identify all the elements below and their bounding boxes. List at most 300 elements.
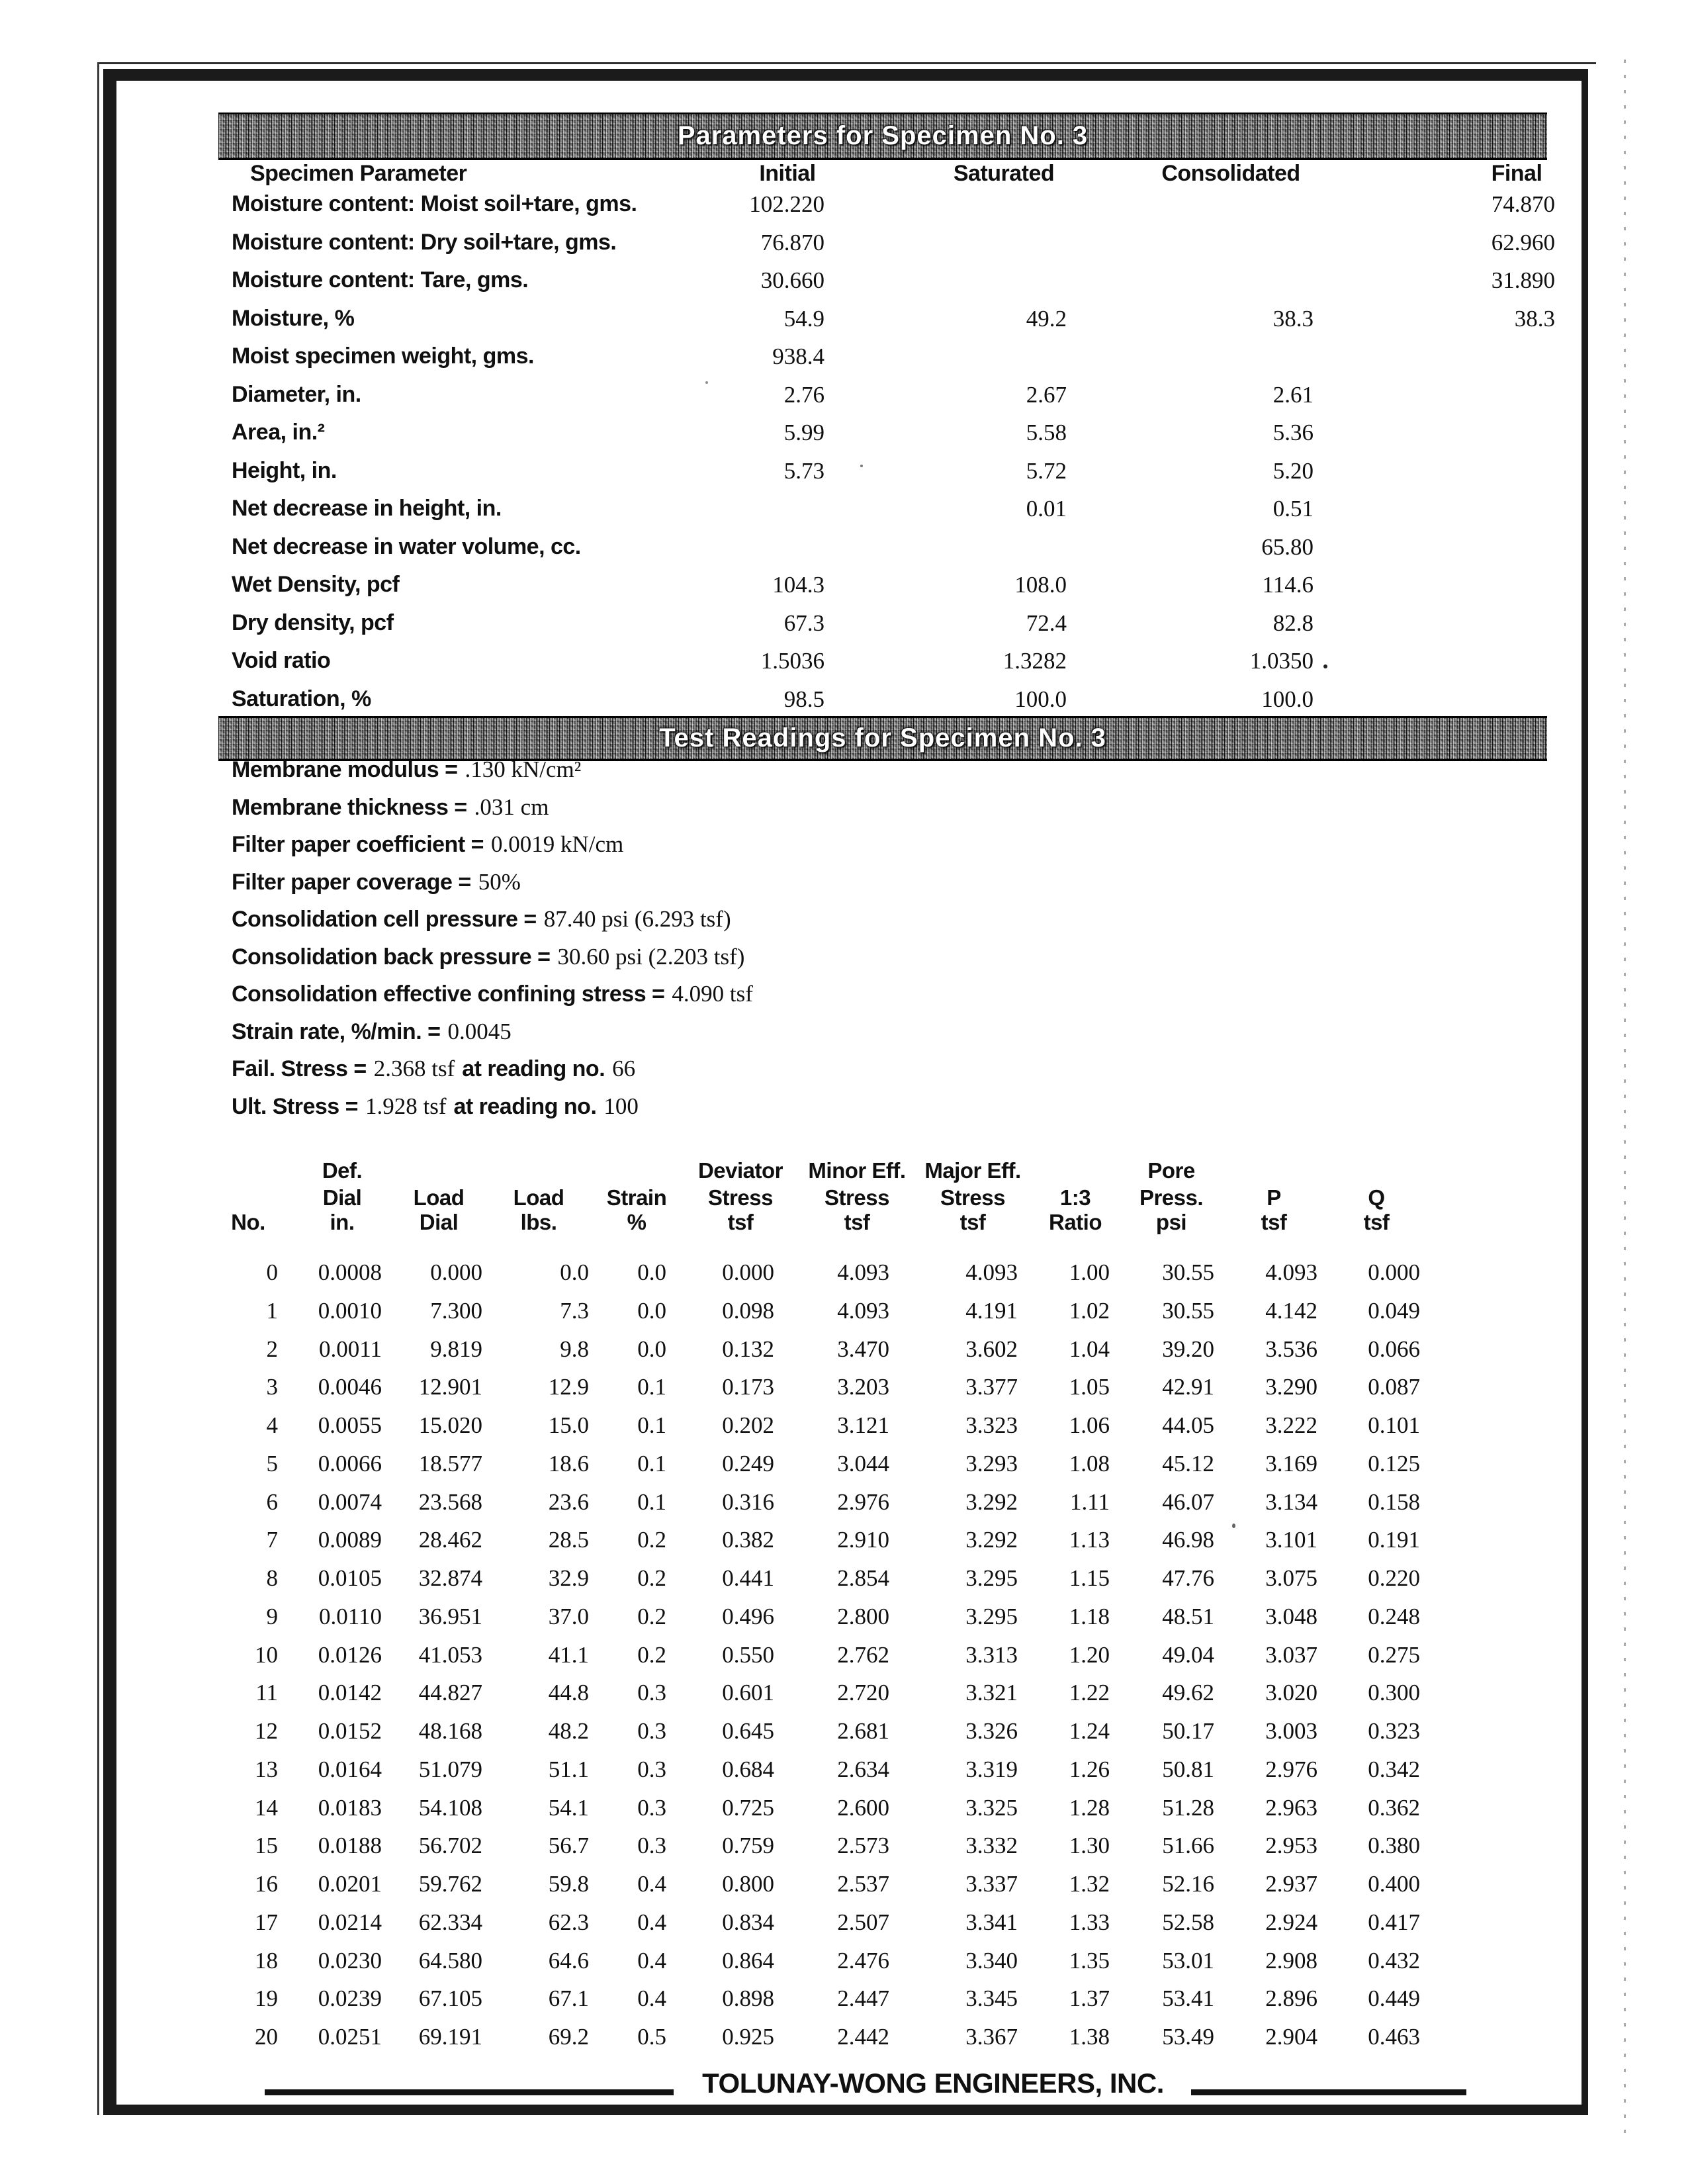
reading-cell: 44.827 [418,1680,482,1706]
parameter-cell: 31.890 [1491,267,1555,293]
reading-cell: 3.367 [965,2024,1018,2050]
reading-cell: 3.020 [1265,1680,1317,1706]
reading-cell: 9.8 [560,1336,589,1362]
parameter-cell: 108.0 [1014,572,1067,598]
reading-cell: 28.5 [548,1527,589,1553]
reading-cell: 0.864 [722,1947,774,1974]
parameters-column-header: Final [1491,161,1542,186]
parameter-cell: 74.870 [1491,191,1555,217]
readings-column-header: psi [1155,1210,1187,1234]
reading-cell: 59.762 [418,1871,482,1897]
reading-cell: 0.4 [637,1947,666,1974]
scan-artifact-speck [705,381,708,384]
reading-cell: 14 [255,1794,278,1821]
reading-cell: 2.634 [837,1756,889,1782]
parameter-cell: Area, in.² [232,420,325,445]
reading-cell: 46.98 [1162,1527,1214,1553]
parameter-cell: Moist specimen weight, gms. [232,343,534,369]
readings-column-header: tsf [1363,1210,1390,1234]
table-row [0,1597,1694,1635]
reading-cell: 2 [266,1336,278,1362]
reading-cell: 1 [266,1297,278,1324]
table-row [0,681,1694,719]
info-line-membrane-thickness [232,794,1489,832]
reading-cell: 3.293 [965,1450,1018,1477]
reading-cell: 4.191 [965,1297,1018,1324]
parameter-cell: 49.2 [1026,305,1067,332]
table-row [0,1406,1694,1444]
table-row [0,1367,1694,1406]
table-row [0,1788,1694,1827]
reading-cell: 30.55 [1162,1259,1214,1285]
reading-cell: 47.76 [1162,1565,1214,1591]
reading-cell: 0.0201 [318,1871,382,1897]
reading-cell: 3.203 [837,1374,889,1400]
reading-cell: 3.602 [965,1336,1018,1362]
reading-cell: 2.910 [837,1527,889,1553]
readings-column-header: tsf [1261,1210,1287,1234]
readings-column-header: No. [231,1210,265,1234]
reading-cell: 32.9 [548,1565,589,1591]
reading-cell: 3.290 [1265,1374,1317,1400]
reading-cell: 3.037 [1265,1641,1317,1668]
table-row [0,224,1694,263]
reading-cell: 2.924 [1265,1909,1317,1935]
parameter-cell: 54.9 [783,305,825,332]
reading-cell: 44.05 [1162,1412,1214,1438]
reading-cell: 6 [266,1488,278,1515]
reading-cell: 19 [255,1985,278,2012]
info-value: 4.090 tsf [672,981,753,1007]
parameter-cell: Net decrease in height, in. [232,496,502,521]
reading-cell: 3.321 [965,1680,1018,1706]
reading-cell: 49.04 [1162,1641,1214,1668]
readings-column-header: in. [330,1210,355,1234]
reading-cell: 51.079 [418,1756,482,1782]
info-line-filter-coverage [232,869,1489,907]
reading-cell: 0.834 [722,1909,774,1935]
reading-cell: 0.049 [1368,1297,1420,1324]
reading-cell: 44.8 [548,1680,589,1706]
reading-cell: 0.132 [722,1336,774,1362]
reading-cell: 0.3 [637,1794,666,1821]
info-label: Filter paper coverage = [232,869,471,895]
reading-cell: 2.976 [1265,1756,1317,1782]
parameter-cell: 72.4 [1026,610,1067,636]
reading-cell: 2.681 [837,1718,889,1744]
table-row [0,1253,1694,1291]
table-row [0,1635,1694,1674]
reading-cell: 0.0105 [318,1565,382,1591]
reading-cell: 53.49 [1162,2024,1214,2050]
table-row [0,377,1694,415]
readings-column-header: % [627,1210,646,1234]
reading-cell: 3.337 [965,1871,1018,1897]
reading-cell: 0.0 [637,1259,666,1285]
parameter-cell: Diameter, in. [232,381,361,407]
parameter-cell: 2.61 [1272,381,1314,408]
reading-cell: 1.26 [1069,1756,1110,1782]
reading-cell: 0.000 [1368,1259,1420,1285]
readings-column-header: Dial [322,1185,362,1210]
reading-cell: 0.0 [560,1259,589,1285]
reading-cell: 4.093 [837,1259,889,1285]
table-row [0,643,1694,681]
reading-cell: 0.0089 [318,1527,382,1553]
parameter-cell: Net decrease in water volume, cc. [232,533,581,559]
company-name: TOLUNAY-WONG ENGINEERS, INC. [702,2068,1164,2099]
parameter-cell: 5.20 [1272,457,1314,484]
reading-cell: 0.0110 [319,1603,382,1629]
reading-cell: 1.04 [1069,1336,1110,1362]
reading-cell: 3.292 [965,1527,1018,1553]
reading-cell: 0.249 [722,1450,774,1477]
parameters-column-header: Initial [759,161,816,186]
reading-cell: 0.432 [1368,1947,1420,1974]
reading-cell: 4.093 [965,1259,1018,1285]
reading-cell: 0.2 [637,1527,666,1553]
reading-cell: 0.0152 [318,1718,382,1744]
readings-column-header: Q [1368,1185,1385,1210]
reading-cell: 2.908 [1265,1947,1317,1974]
reading-cell: 3.536 [1265,1336,1317,1362]
reading-cell: 2.937 [1265,1871,1317,1897]
reading-cell: 0.362 [1368,1794,1420,1821]
table-row [0,1903,1694,1941]
reading-cell: 0.0142 [318,1680,382,1706]
reading-cell: 13 [255,1756,278,1782]
table-row [0,2017,1694,2056]
reading-cell: 0.125 [1368,1450,1420,1477]
reading-cell: 64.6 [548,1947,589,1974]
parameter-cell: 30.660 [760,267,825,293]
table-row [0,262,1694,300]
reading-cell: 0.496 [722,1603,774,1629]
readings-column-header: Minor Eff. [808,1158,906,1183]
reading-cell: 2.800 [837,1603,889,1629]
table-row [0,1520,1694,1559]
reading-cell: 0 [266,1259,278,1285]
reading-cell: 32.874 [418,1565,482,1591]
reading-cell: 0.0126 [318,1641,382,1668]
reading-cell: 5 [266,1450,278,1477]
info-value: 0.0045 [447,1018,512,1044]
reading-cell: 3.003 [1265,1718,1317,1744]
test-info-block [232,756,1489,1130]
reading-cell: 67.105 [418,1985,482,2012]
parameter-cell: 38.3 [1272,305,1314,332]
reading-cell: 0.000 [722,1259,774,1285]
reading-cell: 3.222 [1265,1412,1317,1438]
reading-cell: 3.121 [837,1412,889,1438]
parameter-cell: 82.8 [1272,610,1314,636]
reading-cell: 0.342 [1368,1756,1420,1782]
reading-cell: 3.313 [965,1641,1018,1668]
footer-rule-left [265,2089,674,2095]
readings-column-header: Pore [1147,1158,1195,1183]
readings-column-header: Stress [940,1185,1005,1210]
reading-cell: 0.417 [1368,1909,1420,1935]
info-value: 1.928 tsf [365,1093,447,1119]
info-line-confining-stress [232,981,1489,1019]
reading-cell: 0.463 [1368,2024,1420,2050]
table-row [0,490,1694,529]
parameter-cell: 5.72 [1026,457,1067,484]
reading-cell: 2.720 [837,1680,889,1706]
readings-column-header: Press. [1139,1185,1204,1210]
reading-cell: 1.35 [1069,1947,1110,1974]
reading-cell: 3.075 [1265,1565,1317,1591]
table-row [0,1291,1694,1330]
parameter-cell: 62.960 [1491,229,1555,255]
reading-cell: 3.377 [965,1374,1018,1400]
reading-cell: 0.316 [722,1488,774,1515]
reading-cell: 3.345 [965,1985,1018,2012]
parameters-section-header-band [218,113,1547,160]
table-row [0,1444,1694,1482]
table-row [0,1482,1694,1521]
readings-column-header: P [1267,1185,1281,1210]
reading-cell: 54.108 [418,1794,482,1821]
reading-cell: 3.470 [837,1336,889,1362]
scan-artifact-speck [860,465,863,467]
reading-cell: 2.854 [837,1565,889,1591]
reading-cell: 41.1 [548,1641,589,1668]
readings-column-header: Strain [606,1185,667,1210]
reading-cell: 0.601 [722,1680,774,1706]
table-row [0,605,1694,643]
reading-cell: 0.382 [722,1527,774,1553]
reading-cell: 50.17 [1162,1718,1214,1744]
table-row [0,1941,1694,1979]
reading-cell: 39.20 [1162,1336,1214,1362]
reading-cell: 2.447 [837,1985,889,2012]
reading-cell: 48.51 [1162,1603,1214,1629]
reading-cell: 0.684 [722,1756,774,1782]
reading-cell: 0.0239 [318,1985,382,2012]
reading-cell: 0.441 [722,1565,774,1591]
reading-cell: 56.702 [418,1833,482,1859]
info-label: Consolidation cell pressure = [232,907,537,932]
table-row [0,1330,1694,1368]
reading-cell: 12 [255,1718,278,1744]
reading-cell: 23.6 [548,1488,589,1515]
readings-column-header: Major Eff. [924,1158,1021,1183]
reading-cell: 20 [255,2024,278,2050]
reading-cell: 15.0 [548,1412,589,1438]
reading-cell: 4.093 [837,1297,889,1324]
reading-cell: 0.248 [1368,1603,1420,1629]
reading-cell: 0.0230 [318,1947,382,1974]
info-value: 30.60 psi (2.203 tsf) [557,943,745,970]
info-line-back-pressure [232,944,1489,981]
reading-cell: 4.093 [1265,1259,1317,1285]
reading-cell: 0.173 [722,1374,774,1400]
parameter-cell: 0.01 [1026,496,1067,522]
reading-cell: 1.13 [1069,1527,1110,1553]
parameter-cell: 5.99 [783,420,825,445]
reading-cell: 0.0 [637,1336,666,1362]
reading-cell: 18 [255,1947,278,1974]
info-label: at reading no. [453,1093,597,1119]
reading-cell: 2.476 [837,1947,889,1974]
reading-cell: 1.30 [1069,1833,1110,1859]
reading-cell: 2.537 [837,1871,889,1897]
info-label: Strain rate, %/min. = [232,1019,441,1044]
parameter-cell: Moisture, % [232,305,355,331]
parameter-cell: Moisture content: Dry soil+tare, gms. [232,229,617,255]
readings-header-row-2 [0,1185,1694,1213]
parameter-cell: 2.76 [783,381,825,408]
reading-cell: 0.725 [722,1794,774,1821]
info-label: at reading no. [462,1056,605,1081]
reading-cell: 1.18 [1069,1603,1110,1629]
reading-cell: 18.6 [548,1450,589,1477]
reading-cell: 0.275 [1368,1641,1420,1668]
reading-cell: 46.07 [1162,1488,1214,1515]
reading-cell: 12.901 [418,1374,482,1400]
info-line-ult-stress [232,1093,1489,1131]
table-row [0,529,1694,567]
reading-cell: 3.323 [965,1412,1018,1438]
parameter-cell: Moisture content: Moist soil+tare, gms. [232,191,637,216]
reading-cell: 0.098 [722,1297,774,1324]
reading-cell: 2.507 [837,1909,889,1935]
parameter-cell: Dry density, pcf [232,610,394,635]
info-line-membrane-modulus [232,756,1489,794]
reading-cell: 3 [266,1374,278,1400]
reading-cell: 1.15 [1069,1565,1110,1591]
readings-column-header: 1:3 [1059,1185,1091,1210]
reading-cell: 1.06 [1069,1412,1110,1438]
reading-cell: 1.20 [1069,1641,1110,1668]
readings-column-header: tsf [727,1210,754,1234]
parameters-column-header: Saturated [953,161,1055,186]
readings-column-header: tsf [844,1210,870,1234]
reading-cell: 53.01 [1162,1947,1214,1974]
reading-cell: 4.142 [1265,1297,1317,1324]
parameter-cell: 5.58 [1026,420,1067,445]
scan-artifact-speck [1323,664,1327,668]
reading-cell: 3.048 [1265,1603,1317,1629]
info-value: 66 [612,1056,636,1081]
parameter-cell: 67.3 [783,610,825,636]
reading-cell: 52.16 [1162,1871,1214,1897]
reading-cell: 9.819 [430,1336,482,1362]
parameter-cell: 38.3 [1514,305,1555,332]
reading-cell: 0.1 [637,1450,666,1477]
reading-cell: 0.101 [1368,1412,1420,1438]
reading-cell: 64.580 [418,1947,482,1974]
info-value: 100 [603,1093,639,1119]
reading-cell: 48.2 [548,1718,589,1744]
readings-column-header: Stress [708,1185,773,1210]
readings-column-header: Ratio [1049,1210,1102,1234]
reading-cell: 0.0164 [318,1756,382,1782]
readings-column-header: Deviator [697,1158,783,1183]
reading-cell: 12.9 [548,1374,589,1400]
parameter-cell: 1.3282 [1003,648,1067,674]
reading-cell: 0.191 [1368,1527,1420,1553]
parameter-cell: 5.73 [783,457,825,484]
reading-cell: 0.0251 [318,2024,382,2050]
reading-cell: 42.91 [1162,1374,1214,1400]
table-row [0,1711,1694,1750]
table-row [0,1750,1694,1788]
parameters-column-header: Consolidated [1161,161,1300,186]
reading-cell: 0.066 [1368,1336,1420,1362]
reading-cell: 1.32 [1069,1871,1110,1897]
reading-cell: 9 [266,1603,278,1629]
info-value: .031 cm [474,794,549,820]
reading-cell: 0.800 [722,1871,774,1897]
info-value: 0.0019 kN/cm [490,831,624,857]
reading-cell: 1.37 [1069,1985,1110,2012]
frame-top-thin-line [99,62,1596,64]
reading-cell: 0.1 [637,1374,666,1400]
parameter-cell: 98.5 [783,686,825,712]
info-label: Consolidation back pressure = [232,944,551,970]
readings-section-header-band [218,716,1547,761]
reading-cell: 0.202 [722,1412,774,1438]
info-label: Filter paper coefficient = [232,832,484,857]
readings-column-header: Load [513,1185,564,1210]
readings-column-header: Load [413,1185,465,1210]
reading-cell: 36.951 [418,1603,482,1629]
reading-cell: 3.134 [1265,1488,1317,1515]
readings-column-header: lbs. [520,1210,557,1234]
reading-cell: 0.0011 [319,1336,382,1362]
info-value: 2.368 tsf [373,1056,455,1081]
table-row [0,453,1694,491]
table-row [0,300,1694,339]
reading-cell: 7.3 [560,1297,589,1324]
footer-rule-right [1191,2089,1466,2095]
reading-cell: 15.020 [418,1412,482,1438]
reading-cell: 3.340 [965,1947,1018,1974]
reading-cell: 0.3 [637,1718,666,1744]
reading-cell: 30.55 [1162,1297,1214,1324]
reading-cell: 3.341 [965,1909,1018,1935]
info-value: 87.40 psi (6.293 tsf) [543,906,731,932]
parameter-cell: 104.3 [772,572,825,598]
reading-cell: 0.158 [1368,1488,1420,1515]
reading-cell: 2.904 [1265,2024,1317,2050]
reading-cell: 3.319 [965,1756,1018,1782]
parameters-column-header: Specimen Parameter [250,161,467,186]
table-row [0,1559,1694,1597]
reading-cell: 0.449 [1368,1985,1420,2012]
parameter-cell: Saturation, % [232,686,371,711]
reading-cell: 0.380 [1368,1833,1420,1859]
reading-cell: 0.1 [637,1412,666,1438]
scan-artifact-speck [1232,1524,1235,1528]
reading-cell: 0.0074 [318,1488,382,1515]
reading-cell: 1.00 [1069,1259,1110,1285]
reading-cell: 59.8 [548,1871,589,1897]
reading-cell: 0.400 [1368,1871,1420,1897]
reading-cell: 62.334 [418,1909,482,1935]
parameter-cell: 0.51 [1272,496,1314,522]
readings-column-header: Dial [419,1210,459,1234]
reading-cell: 56.7 [548,1833,589,1859]
reading-cell: 0.2 [637,1603,666,1629]
reading-cell: 0.5 [637,2024,666,2050]
reading-cell: 37.0 [548,1603,589,1629]
reading-cell: 69.191 [418,2024,482,2050]
reading-cell: 0.925 [722,2024,774,2050]
parameter-cell: 102.220 [749,191,825,217]
